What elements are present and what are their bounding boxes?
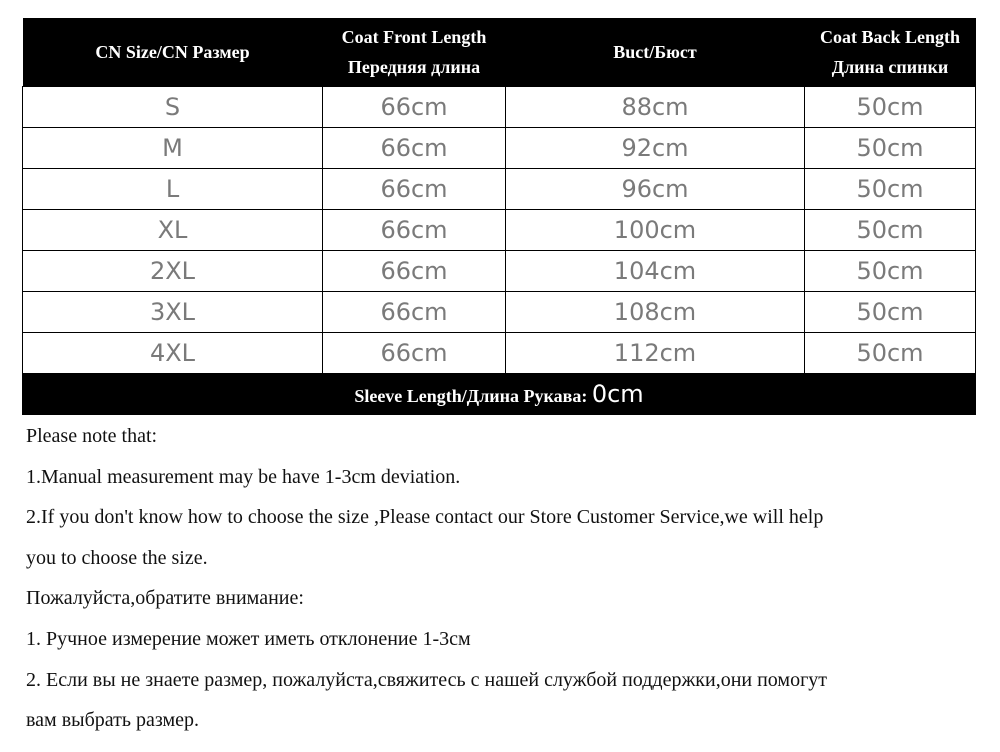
cell-back-length: 50cm [805, 128, 976, 169]
cell-front-length: 66cm [323, 169, 506, 210]
table-row [23, 251, 976, 292]
cell-back-length: 50cm [805, 210, 976, 251]
header-back-length-en: Coat Back Length [819, 27, 960, 47]
table-row [23, 128, 976, 169]
sleeve-length-label: Sleeve Length/Длина Рукава: [354, 386, 592, 406]
cell-size: 3XL [23, 292, 323, 333]
note-line: вам выбрать размер. [26, 709, 200, 732]
cell-size: 4XL [23, 333, 323, 374]
table-row [23, 292, 976, 333]
header-size-label: CN Size/CN Размер [95, 42, 250, 62]
cell-back-length: 50cm [805, 169, 976, 210]
table-row [23, 210, 976, 251]
table-row [23, 333, 976, 374]
cell-front-length: 66cm [323, 210, 506, 251]
header-row [23, 18, 976, 87]
size-chart-table [22, 18, 976, 415]
cell-size: XL [23, 210, 323, 251]
cell-front-length: 66cm [323, 292, 506, 333]
cell-front-length: 66cm [323, 87, 506, 128]
note-line: you to choose the size. [26, 546, 208, 569]
header-front-length-ru: Передняя длина [347, 57, 481, 77]
notes-section [26, 416, 976, 741]
sleeve-length-row [23, 374, 976, 415]
header-size [23, 18, 323, 87]
note-line: 1.Manual measurement may be have 1-3cm deviation. [26, 465, 461, 488]
cell-back-length: 50cm [805, 292, 976, 333]
cell-front-length: 66cm [323, 128, 506, 169]
header-back-length-ru: Длина спинки [831, 57, 949, 77]
header-front-length [323, 18, 506, 87]
table-row [23, 87, 976, 128]
header-bust-label: Buct/Бюст [613, 42, 697, 62]
note-line: Please note that: [26, 425, 158, 447]
cell-back-length: 50cm [805, 333, 976, 374]
cell-size: L [23, 169, 323, 210]
header-front-length-en: Coat Front Length [341, 27, 487, 47]
cell-bust: 108cm [506, 292, 805, 333]
note-line: 2. Если вы не знаете размер, пожалуйста,свяжитесь с нашей службой поддержки,они помогут [26, 668, 828, 691]
note-line: Пожалуйста,обратите внимание: [26, 587, 304, 610]
header-bust [506, 18, 805, 87]
sleeve-length-value: 0cm [591, 380, 644, 408]
cell-bust: 96cm [506, 169, 805, 210]
cell-front-length: 66cm [323, 251, 506, 292]
cell-bust: 112cm [506, 333, 805, 374]
sleeve-length-cell [23, 374, 976, 415]
cell-size: 2XL [23, 251, 323, 292]
cell-bust: 88cm [506, 87, 805, 128]
cell-size: S [23, 87, 323, 128]
cell-back-length: 50cm [805, 87, 976, 128]
cell-bust: 100cm [506, 210, 805, 251]
cell-back-length: 50cm [805, 251, 976, 292]
note-line: 1. Ручное измерение может иметь отклонение 1-3см [26, 627, 471, 650]
table-row [23, 169, 976, 210]
cell-bust: 92cm [506, 128, 805, 169]
header-back-length [805, 18, 976, 87]
cell-size: M [23, 128, 323, 169]
note-line: 2.If you don't know how to choose the size ,Please contact our Store Customer Service,we will help [26, 506, 824, 529]
cell-bust: 104cm [506, 251, 805, 292]
cell-front-length: 66cm [323, 333, 506, 374]
